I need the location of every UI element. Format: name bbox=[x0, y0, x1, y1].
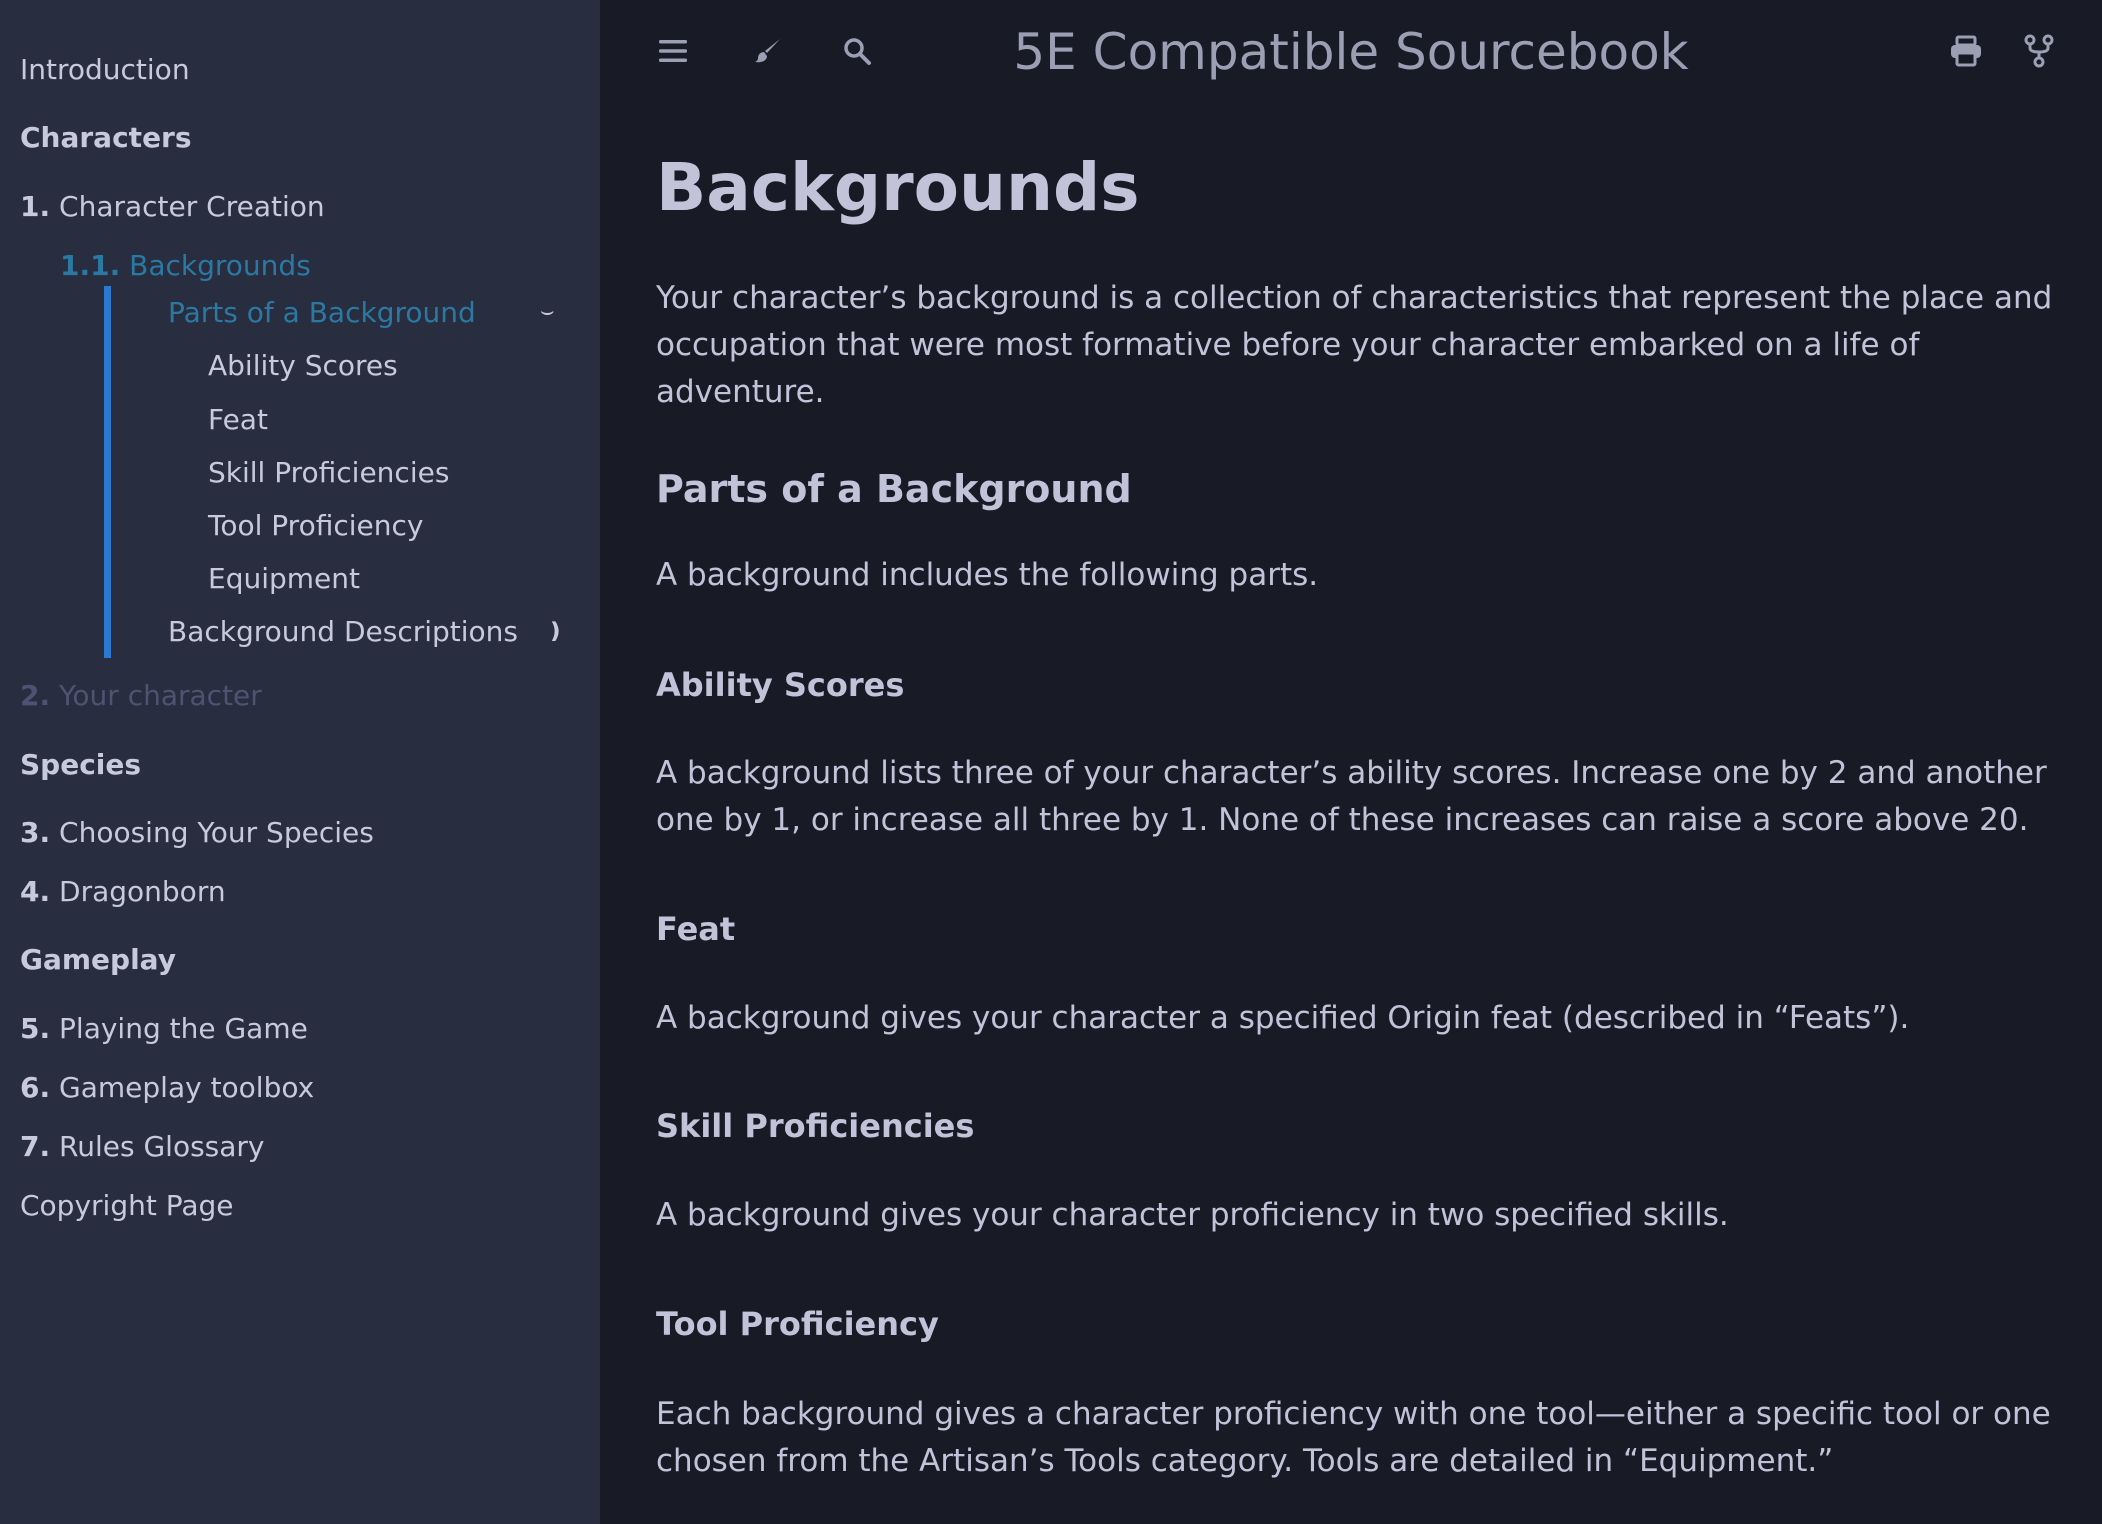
sidebar-item-label: Copyright Page bbox=[20, 1189, 234, 1222]
subsection-heading: Ability Scores bbox=[656, 666, 905, 704]
sidebar-item-number: 2. bbox=[20, 679, 51, 712]
sidebar-item-label: Introduction bbox=[20, 53, 190, 86]
subsection-paragraph: A background gives your character proficiency in two specified skills. bbox=[656, 1197, 1729, 1233]
collapse-toggle-icon[interactable]: ⌣ bbox=[540, 299, 555, 324]
git-repository-button[interactable] bbox=[2014, 26, 2064, 76]
sidebar-item-rules-glossary[interactable] bbox=[20, 1127, 265, 1167]
sidebar-item-label: Feat bbox=[208, 403, 268, 436]
sidebar-item-character-creation[interactable] bbox=[20, 187, 325, 227]
sidebar-item-label: Skill Proficiencies bbox=[208, 456, 450, 489]
sidebar-item-dragonborn[interactable] bbox=[20, 872, 226, 912]
sidebar-section-label: Gameplay bbox=[20, 943, 176, 976]
sidebar-section-label: Species bbox=[20, 748, 142, 781]
page-title: Backgrounds bbox=[656, 149, 1140, 226]
section-intro-paragraph: A background includes the following parts. bbox=[656, 557, 1319, 593]
main-content bbox=[600, 0, 2102, 1524]
sidebar-item-label: Rules Glossary bbox=[59, 1130, 265, 1163]
git-fork-icon bbox=[2024, 34, 2054, 68]
sidebar-section-gameplay bbox=[20, 940, 176, 980]
sidebar-item-label: Character Creation bbox=[59, 190, 325, 223]
sidebar-item-label: Ability Scores bbox=[208, 349, 398, 382]
sidebar-item-choosing-your-species[interactable] bbox=[20, 813, 374, 853]
subsection-paragraph: Each background gives a character proficiency with one tool—either a specific tool or one chosen from the Artisan’s Tools category. Tools are detailed in “Equipment.” bbox=[656, 1396, 2051, 1479]
sidebar-section-characters bbox=[20, 118, 192, 158]
sidebar-item-number: 3. bbox=[20, 816, 51, 849]
sidebar-item-label: Dragonborn bbox=[59, 875, 226, 908]
sidebar-item-skill-proficiencies[interactable] bbox=[208, 453, 449, 493]
sidebar-item-label: Gameplay toolbox bbox=[59, 1071, 315, 1104]
sidebar-item-label: Your character bbox=[59, 679, 262, 712]
search-icon bbox=[842, 36, 872, 66]
sidebar-item-ability-scores[interactable] bbox=[208, 346, 398, 386]
sidebar-item-background-descriptions[interactable] bbox=[168, 612, 518, 652]
top-toolbar bbox=[600, 0, 2102, 100]
subsection-heading: Feat bbox=[656, 910, 736, 948]
book-title: 5E Compatible Sourcebook bbox=[1013, 23, 1689, 81]
printer-icon bbox=[1949, 35, 1983, 67]
sidebar-item-introduction[interactable] bbox=[20, 50, 190, 90]
sidebar-item-label: Background Descriptions bbox=[168, 615, 518, 648]
subsection-paragraph: A background lists three of your character’s ability scores. Increase one by 2 and another one by 1, or increase all three by 1. None of these increases can raise a score above 20. bbox=[656, 755, 2047, 838]
sidebar-item-label: Parts of a Background bbox=[168, 296, 476, 329]
sidebar-item-parts-of-a-background[interactable] bbox=[168, 293, 476, 333]
sidebar-item-backgrounds[interactable] bbox=[60, 246, 311, 286]
sidebar-item-label: Equipment bbox=[208, 562, 360, 595]
sidebar-section-species bbox=[20, 745, 141, 785]
sidebar-item-equipment[interactable] bbox=[208, 559, 360, 599]
print-button[interactable] bbox=[1941, 26, 1991, 76]
sidebar-item-gameplay-toolbox[interactable] bbox=[20, 1068, 314, 1108]
sidebar-item-label: Tool Proficiency bbox=[208, 509, 424, 542]
sidebar-item-playing-the-game[interactable] bbox=[20, 1009, 308, 1049]
expand-toggle-icon[interactable]: ❫ bbox=[546, 619, 565, 644]
sidebar bbox=[0, 0, 600, 1524]
sidebar-item-your-character[interactable] bbox=[20, 676, 262, 716]
menu-toggle-button[interactable] bbox=[648, 26, 698, 76]
sidebar-item-number: 7. bbox=[20, 1130, 51, 1163]
subsection-paragraph: A background gives your character a specified Origin feat (described in “Feats”). bbox=[656, 1000, 1910, 1036]
sidebar-item-number: 4. bbox=[20, 875, 51, 908]
sidebar-item-number: 5. bbox=[20, 1012, 51, 1045]
sidebar-section-label: Characters bbox=[20, 121, 192, 154]
subsection-heading: Tool Proficiency bbox=[656, 1305, 939, 1343]
search-button[interactable] bbox=[832, 26, 882, 76]
sidebar-item-label: Backgrounds bbox=[129, 249, 311, 282]
sidebar-item-tool-proficiency[interactable] bbox=[208, 506, 423, 546]
sidebar-item-number: 1.1. bbox=[60, 249, 121, 282]
active-section-indicator bbox=[104, 286, 111, 658]
section-heading: Parts of a Background bbox=[656, 467, 1132, 511]
sidebar-item-label: Playing the Game bbox=[59, 1012, 308, 1045]
sidebar-item-number: 1. bbox=[20, 190, 51, 223]
hamburger-menu-icon bbox=[657, 37, 689, 65]
theme-button[interactable] bbox=[743, 26, 793, 76]
sidebar-item-copyright-page[interactable] bbox=[20, 1186, 234, 1226]
intro-paragraph: Your character’s background is a collection of characteristics that represent the place and occupation that were most formative before your character embarked on a life of adventure. bbox=[656, 280, 2053, 410]
subsection-heading: Skill Proficiencies bbox=[656, 1107, 975, 1145]
sidebar-item-label: Choosing Your Species bbox=[59, 816, 374, 849]
sidebar-item-number: 6. bbox=[20, 1071, 51, 1104]
paintbrush-icon bbox=[753, 36, 783, 66]
sidebar-item-feat[interactable] bbox=[208, 400, 268, 440]
